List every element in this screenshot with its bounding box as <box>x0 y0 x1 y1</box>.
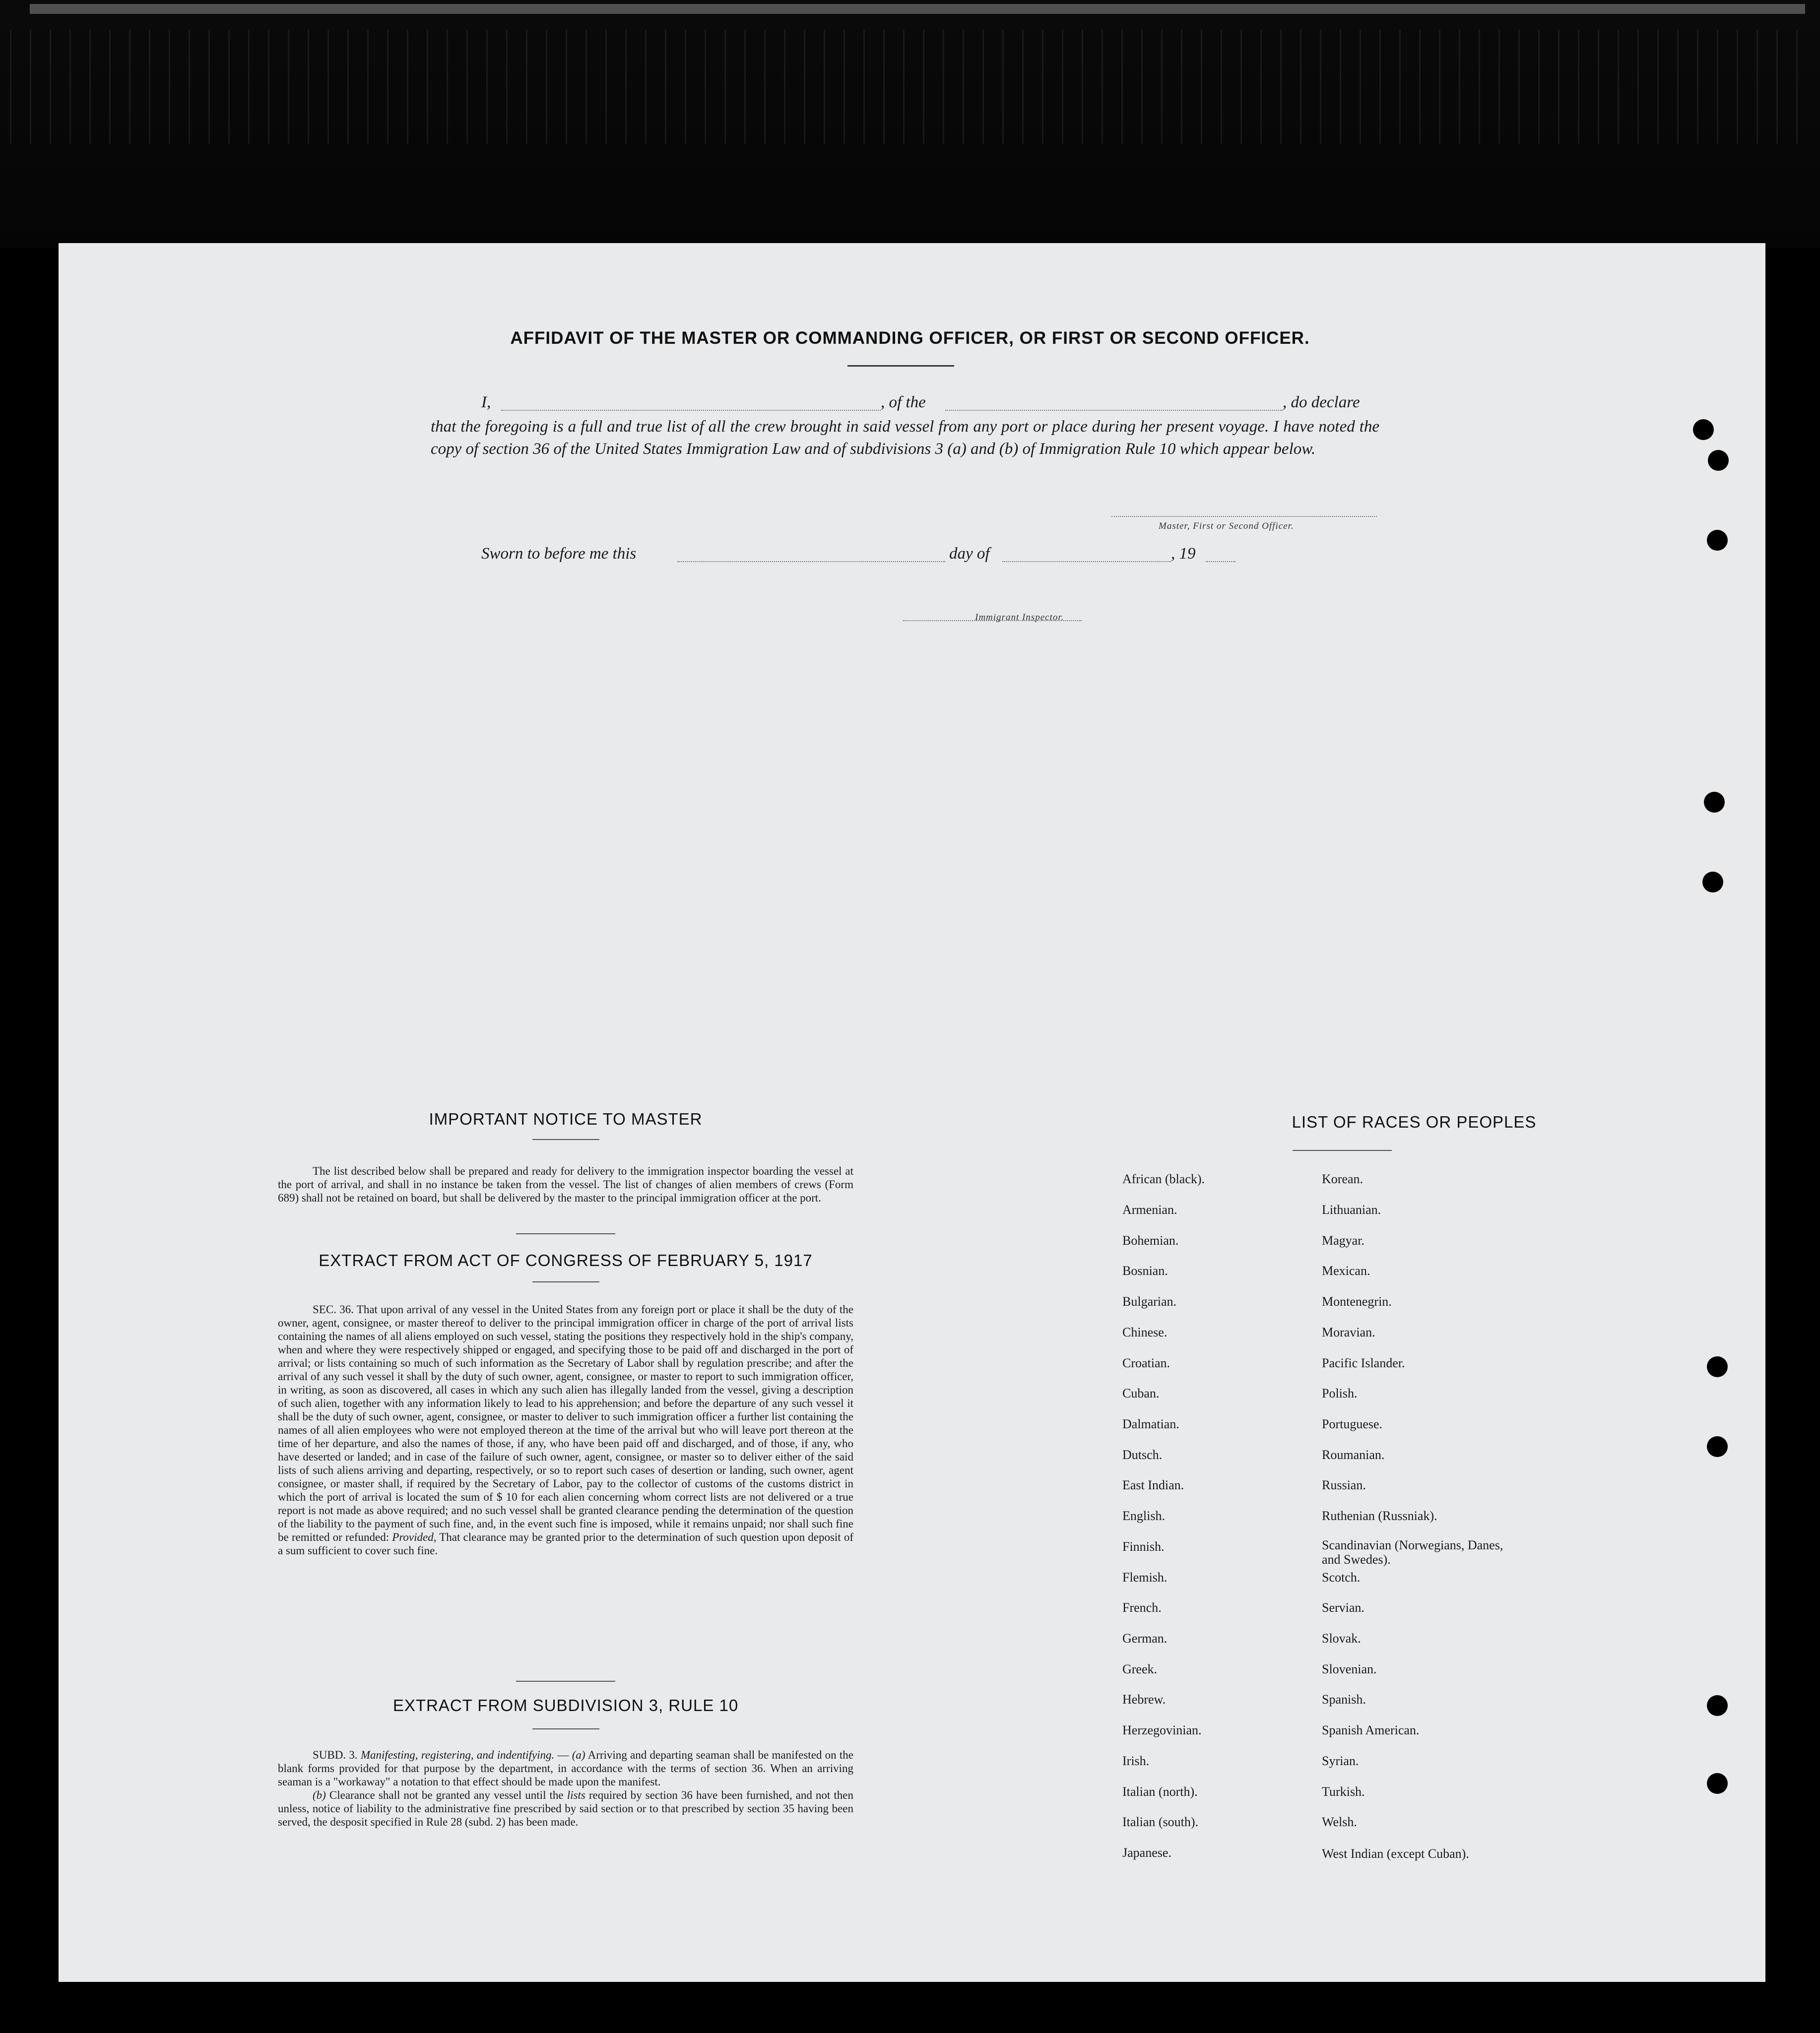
clause-b-text: Clearance shall not be granted any vessel until the <box>329 1789 564 1801</box>
races-title: LIST OF RACES OR PEOPLES <box>1292 1113 1537 1131</box>
rule-extract-text <box>278 1748 853 1829</box>
race-item: Scandinavian (Norwegians, Danes, and Swedes). <box>1322 1538 1503 1567</box>
master-signature-line <box>1111 516 1377 517</box>
race-item: East Indian. <box>1122 1478 1184 1492</box>
master-caption: Master, First or Second Officer. <box>1159 521 1294 531</box>
year-blank <box>1206 561 1235 562</box>
race-item: Flemish. <box>1122 1570 1168 1585</box>
race-item: Pacific Islander. <box>1322 1356 1405 1370</box>
punch-hole <box>1708 450 1729 471</box>
title-divider <box>847 365 954 367</box>
sworn-day-blank <box>677 561 945 562</box>
race-item: English. <box>1122 1509 1165 1523</box>
race-item: Roumanian. <box>1322 1448 1385 1462</box>
race-item: Polish. <box>1322 1386 1358 1400</box>
punch-hole <box>1707 530 1728 551</box>
notice-divider <box>532 1139 599 1140</box>
rule-extract-title: EXTRACT FROM SUBDIVISION 3, RULE 10 <box>392 1696 739 1715</box>
race-item: Cuban. <box>1122 1386 1160 1400</box>
punch-hole <box>1707 1695 1728 1716</box>
race-item: Bosnian. <box>1122 1264 1168 1278</box>
affidavit-i: I, <box>481 393 491 411</box>
race-item: Chinese. <box>1122 1325 1168 1339</box>
act-extract-title: EXTRACT FROM ACT OF CONGRESS OF FEBRUARY 5, 1917 <box>319 1251 813 1270</box>
race-item: Syrian. <box>1322 1754 1359 1768</box>
clause-b-label: (b) <box>313 1789 326 1801</box>
subdivision-a-paragraph <box>278 1748 853 1788</box>
notice-text <box>278 1164 853 1205</box>
sworn-text: Sworn to before me this <box>481 545 637 563</box>
subd-heading: Manifesting, registering, and indentifying. <box>360 1749 555 1761</box>
affidavit-declare: , do declare <box>1283 393 1360 411</box>
inspector-caption: Immigrant Inspector. <box>975 612 1064 623</box>
punch-hole <box>1702 872 1723 892</box>
subd-dash: — <box>554 1749 572 1761</box>
punch-hole <box>1707 1773 1728 1794</box>
race-item: Bulgarian. <box>1122 1294 1177 1309</box>
race-item: Herzegovinian. <box>1122 1723 1202 1737</box>
race-item: Turkish. <box>1322 1784 1365 1799</box>
race-item: German. <box>1122 1631 1168 1646</box>
race-item: Croatian. <box>1122 1356 1170 1370</box>
notice-end-rule <box>516 1233 615 1234</box>
race-item: Portuguese. <box>1322 1417 1383 1431</box>
race-item: Slovenian. <box>1322 1662 1377 1676</box>
race-item: Slovak. <box>1322 1631 1361 1646</box>
race-item: Italian (north). <box>1122 1784 1198 1799</box>
punch-hole <box>1707 1436 1728 1457</box>
race-item: Irish. <box>1122 1754 1150 1768</box>
day-of-text: day of <box>949 545 990 563</box>
affidavit-of-the: , of the <box>881 393 926 411</box>
race-item: Lithuanian. <box>1322 1203 1381 1217</box>
rule-divider <box>532 1728 599 1729</box>
punch-hole <box>1693 419 1714 440</box>
act-extract-text <box>278 1303 853 1557</box>
punch-hole <box>1704 792 1725 813</box>
race-item: Armenian. <box>1122 1203 1177 1217</box>
race-item: Hebrew. <box>1122 1692 1166 1707</box>
race-item: Bohemian. <box>1122 1233 1179 1248</box>
race-item: Japanese. <box>1122 1845 1171 1860</box>
race-item: Montenegrin. <box>1322 1294 1392 1309</box>
scan-top-rim <box>30 4 1805 14</box>
race-item: Moravian. <box>1322 1325 1375 1339</box>
race-item: Korean. <box>1322 1172 1364 1186</box>
race-item: Welsh. <box>1322 1815 1357 1829</box>
name-blank <box>501 410 881 411</box>
race-item: African (black). <box>1122 1172 1205 1186</box>
scan-dark-border <box>0 0 1820 248</box>
clause-a-label: (a) <box>572 1749 585 1761</box>
act-end-rule <box>516 1681 615 1682</box>
provided-word: Provided, <box>392 1531 437 1543</box>
race-item: Ruthenian (Russniak). <box>1322 1509 1437 1523</box>
notice-title: IMPORTANT NOTICE TO MASTER <box>429 1110 703 1128</box>
race-item: Dalmatian. <box>1122 1417 1179 1431</box>
race-item: French. <box>1122 1600 1162 1615</box>
race-item: Spanish. <box>1322 1692 1366 1707</box>
race-item: Dutsch. <box>1122 1448 1163 1462</box>
punch-hole <box>1707 1356 1728 1377</box>
race-item: Finnish. <box>1122 1539 1165 1554</box>
notice-paragraph: The list described below shall be prepared and ready for delivery to the immigration inspector boarding the vessel at the port of arrival, and shall in no instance be taken from the vessel. The list of changes of alien members of crews (Form 689) shall not be retained on board, but shall be delivered by the master to the principal immigration officer at the port. <box>278 1165 853 1204</box>
race-item: Italian (south). <box>1122 1815 1199 1829</box>
clause-a-text: Arriving and departing seaman shall be manifested on the blank forms provided for that purpose by the department, in accordance with the terms of section 36. When an arriving seaman is a "workaway" a notation to that effect should be made upon the manifest. <box>278 1749 854 1788</box>
race-item: Mexican. <box>1322 1264 1370 1278</box>
race-item: Greek. <box>1122 1662 1158 1676</box>
act-divider <box>532 1281 599 1282</box>
race-item: West Indian (except Cuban). <box>1322 1846 1469 1861</box>
section-36-text-end: That clearance may be granted prior to the determination of such question upon deposit of a sum sufficient to cover such fine. <box>278 1531 853 1557</box>
subd-label: SUBD. 3. <box>313 1749 358 1761</box>
subdivision-b-paragraph <box>278 1788 853 1829</box>
affidavit-title: AFFIDAVIT OF THE MASTER OR COMMANDING OFFICER, OR FIRST OR SECOND OFFICER. <box>510 328 1310 348</box>
scan-streaks <box>10 30 1810 144</box>
vessel-blank <box>945 410 1283 411</box>
section-36-paragraph <box>278 1303 853 1557</box>
clause-b-lists: lists <box>567 1789 585 1801</box>
clause-b-text-end: required by section 36 have been furnished, and not then unless, notice of liability to the administrative fine prescribed by said section or to that prescribed by section 35 having been served, the desposit specified in Rule 28 (subd. 2) has been made. <box>278 1789 854 1828</box>
year-text: , 19 <box>1171 545 1196 563</box>
race-item: Scotch. <box>1322 1570 1361 1585</box>
sworn-month-blank <box>1002 561 1171 562</box>
races-divider <box>1293 1150 1392 1151</box>
section-36-text: SEC. 36. That upon arrival of any vessel in the United States from any foreign port or place it shall be the duty of the owner, agent, consignee, or master thereof to deliver to the principal immigration officer in charge of the port of arrival lists containing the names of all aliens employed on such vessel, stating the positions they respectively hold in the ship's company, when and where they were respectively shipped or engaged, and specifying those to be paid off and discharged in the port of arrival; or lists containing so much of such information as the Secretary of Labor shall by regulation prescribe; and after the arrival of any such vessel it shall by the duty of such owner, agent, consignee, or master to report to such immigration officer, in writing, as soon as discovered, all cases in which any such alien has illegally landed from the vessel, giving a description of such alien, together with any information likely to lead to his apprehension; and before the departure of any such vessel it shall be the duty of such owner, agent, consignee, or master to deliver to such immigration officer a further list containing the names of all alien employees who were not employed thereon at the time of the arrival but who will leave port thereon at the time of her departure, and also the names of those, if any, who have been paid off and discharged, and of those, if any, who have deserted or landed; and in case of the failure of such owner, agent, consignee, or master so to deliver either of the said lists of such aliens arriving and departing, respectively, or so to report such cases of desertion or landing, such owner, agent consignee, or master shall, if required by the Secretary of Labor, pay to the collector of customs of the customs district in which the port of arrival is located the sum of $ 10 for each alien concerning whom correct lists are not delivered or a true report is not made as above required; and no such vessel shall be granted clearance pending the determination of the question of the liability to the payment of such fine, and, in the event such fine is imposed, while it remains unpaid; nor shall such fine be remitted or refunded: <box>278 1303 853 1543</box>
race-item: Magyar. <box>1322 1233 1365 1248</box>
race-item: Servian. <box>1322 1600 1365 1615</box>
race-item: Russian. <box>1322 1478 1366 1492</box>
affidavit-body: that the foregoing is a full and true list of all the crew brought in said vessel from any port or place during her present voyage. I have noted the copy of section 36 of the United States Immigration Law and of subdivisions 3 (a) and (b) of Immigration Rule 10 which appear below. <box>431 418 1379 458</box>
race-item: Spanish American. <box>1322 1723 1420 1737</box>
